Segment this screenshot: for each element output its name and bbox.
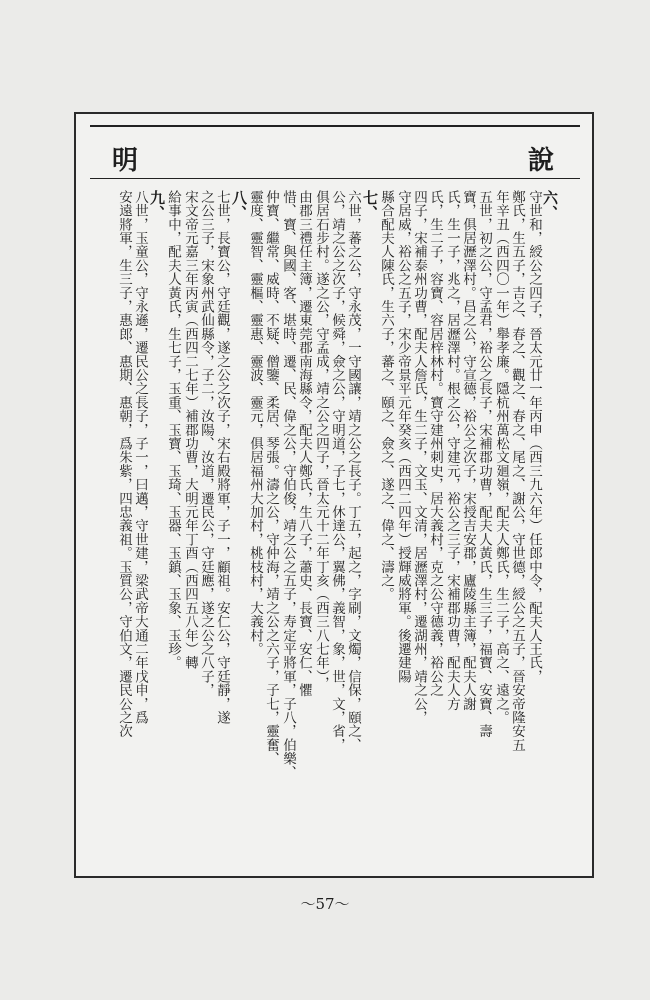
header-title-right: 說 bbox=[528, 146, 557, 176]
text-column: 鄭氏，生五子，吉之、春之、觀之、春之、尾之、謝公，守世德，綬公之五子，晉安帝隆安五 bbox=[509, 190, 525, 752]
text-column: 年辛丑（西四〇一年）舉孝廉。隱杭州萬松文廻嶺，配夫人鄭氏，生二子，高之、遠之。 bbox=[493, 190, 509, 725]
text-column: 宋文帝元嘉三年丙寅（西四二七年）補郡功曹，大明元年丁酉（西四五八年）轉 bbox=[182, 190, 198, 670]
text-column: 守世和，綬公之四子，晉太元廿一年丙申（西三九六年）任郎中令，配夫人王氏， bbox=[526, 190, 542, 684]
text-column: 六、 bbox=[541, 190, 559, 221]
text-column: 守居威，裕公之五子，宋少帝景平元年癸亥（西四二四年）授輝威將軍。後遷建陽 bbox=[395, 190, 411, 684]
page-number: ～57～ bbox=[300, 895, 350, 913]
text-column: 由郡三禮任主簿，遷東莞郡南海縣令，配夫人鄭氏，生八子，蕭史、長寶、安仁、懼 bbox=[296, 190, 312, 697]
text-column: 靈度、靈智、靈樞、靈惠、靈波、靈元，俱居福州大加村，桃枝村，大義村。 bbox=[247, 190, 263, 656]
text-column: 八、 bbox=[230, 190, 248, 221]
text-column: 氏，生一子，兆之，居瀝澤村。根之公，守建元，裕公之三子，宋補郡功曹，配夫人方 bbox=[444, 190, 460, 711]
text-column: 公，靖之公之次子，候舜，僉之公，守明道，子七，休達公，翼佛，義智，象，世，文，省， bbox=[329, 190, 345, 752]
text-column: 仲寶、繼常、威時、不疑、僧鑒、柔居、琴張。濤之公，守仲海，靖之公之六子，子七，靈奮、 bbox=[263, 190, 279, 766]
text-column: 寶，俱居瀝澤村。昌之公，守宣德，裕公之次子，宋授吉安郡，廬陵縣主簿，配夫人謝 bbox=[460, 190, 476, 711]
header-rule-top bbox=[90, 125, 580, 127]
text-column: 七、 bbox=[361, 190, 379, 221]
text-column: 氏，生二子，容寶、容居梓林村。寶守建州刺史，居大義村，克之公守德義，裕公之 bbox=[427, 190, 443, 697]
text-column: 六世，蕃之公，守永茂，一守國讓，靖之公之長子。丁五，起之，字刷，文燭，信保，頤之、 bbox=[345, 190, 361, 752]
text-column: 給事中，配夫人黃氏，生七子，玉重、玉寶、玉琦、玉器、玉鎮、玉象、玉珍。 bbox=[165, 190, 181, 670]
text-column: 縣合配夫人陳氏，生六子，蕃之、頤之、僉之、遂之、偉之、濤之。 bbox=[378, 190, 394, 601]
text-column: 四子，宋補泰州功曹，配夫人詹氏，生二子，文玉、文清，居瀝澤村，遷湖州，靖之公， bbox=[411, 190, 427, 725]
text-column: 九、 bbox=[148, 190, 166, 221]
text-column: 之公三子，宋象州武仙縣令，子二，汝陽、汝道，遷民公，守廷應，遂之公之八子， bbox=[198, 190, 214, 697]
text-column: 五世，初之公，守孟君，裕公之長子，宋補郡功曹，配夫人黃氏，生三子，福寶、安寶、壽 bbox=[476, 190, 492, 738]
header-rule-bottom bbox=[90, 178, 580, 179]
text-column: 惜、寶、與國、客、堪時、遷、民、偉之公，守伯俊，靖之公之五子，寿定平將軍，子八，伯樂、 bbox=[280, 190, 296, 780]
header-title-left: 明 bbox=[112, 146, 141, 176]
text-column: 七世，長寶公，守廷觀，遂之公之次子，宋右殿將軍，子一，顧祖。安仁公，守廷靜，遂 bbox=[214, 190, 230, 725]
text-column: 俱居石步村。遂之公，守孟成，靖之公之四子，晉太元十二年丁亥（西三八七年）， bbox=[313, 190, 329, 691]
text-column: 八世，玉童公，守永遜，遷民公之長子，子一，曰邁，守世建，梁武帝大通二年戊申，爲 bbox=[132, 190, 148, 725]
text-column: 安遠將軍，生三子，惠郎、惠期、惠朝，爲朱紫，四忠義祖。玉質公，守伯文，遷民公之次 bbox=[116, 190, 132, 738]
